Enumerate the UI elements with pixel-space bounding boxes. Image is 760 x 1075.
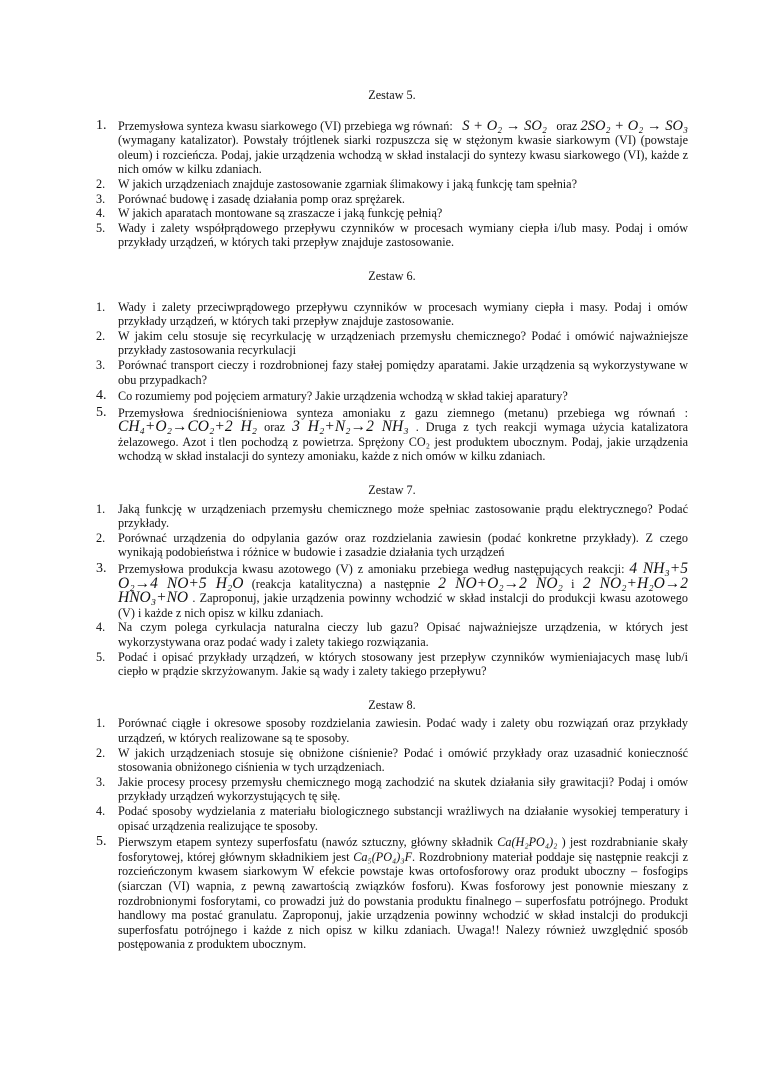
question-number: 1. <box>96 716 106 731</box>
question-item <box>96 406 688 464</box>
question-text: Przemysłowa produkcja kwasu azotowego (V) z amoniaku przebiega według następujących reakcji: <box>118 562 625 577</box>
question-text: . Druga z tych reakcji wymaga użycia katalizatora żelazowego. Azot i tlen pochodzą z powietrza. Sprężony CO₂ jest produktem ubocznym. Podaj, jakie urządzenia wchodzą w skład instalacji do syntezy amoniaku, każde z nich omów w kilku zdaniach. <box>118 420 689 464</box>
question-text: W jakim celu stosuje się recyrkulację w urządzeniach przemysłu chemicznego? Podać i omówić najważniejsze przykłady zastosowania recyrkulacji <box>118 328 688 358</box>
equation: 4 NH₃+5 O₂→4 NO+5 H₂O <box>118 560 688 592</box>
question-item <box>96 746 688 775</box>
equation: 2 NO₂+H₂O→2 HNO₃+NO <box>118 574 689 607</box>
question-number: 5. <box>96 220 106 235</box>
question-number: 5. <box>96 404 107 420</box>
equation: CH₄+O₂→CO₂+2 H₂ <box>118 418 258 436</box>
question-item <box>96 177 688 192</box>
question-item <box>96 192 688 207</box>
question-text: (reakcja katalityczna) a następnie <box>251 576 431 591</box>
question-item <box>96 620 688 649</box>
question-text: Na czym polega cyrkulacja naturalna cieczy lub gazu? Opisać najważniejsze urządzenia, w których jest wykorzystywana oraz podać wady i zalety takiego rozwiązania. <box>118 620 688 649</box>
question-list-zestaw-6 <box>96 300 688 465</box>
question-item <box>96 835 688 952</box>
question-item <box>96 221 688 250</box>
question-number: 2. <box>96 530 106 545</box>
question-item <box>96 502 688 531</box>
question-text: Porównać urządzenia do odpylania gazów oraz rozdzielania zawiesin (podać konkretne przykłady). Z czego wynikają podobieństwa i różnice w budowie i zasadzie działania tych urządzeń <box>118 530 688 560</box>
question-text: Jaką funkcję w urządzeniach przemysłu chemicznego może spełniac zastosowanie prądu elektrycznego? Podać przykłady. <box>118 501 688 531</box>
formula: Ca₅(PO₄)₃F <box>353 849 413 864</box>
question-number: 3. <box>96 561 107 577</box>
question-item <box>96 650 688 679</box>
question-text: . Rozdrobniony materiał poddaje się następnie reakcji z rozcieńczonym kwasem siarkowym W efekcie powstaje kwas ortofosforowy oraz produkt uboczny – fosfogips (siarczan (VI) wapnia, z pewną zawartością związków fosforu). Kwas fosforowy jest ponownie mieszany z rozdrobnionymi fosforytami, co prowadzi już do powstania produktu finalnego – superfosfatu potrójnego. Produkt handlowy ma postać granulatu. Zaproponuj, jakie urządzenia powinny wchodzić w skład instalcji do produkcji superfosfatu potrójnego i każde z nich opisz w kilku zdaniach. Uwaga!! Nalezy również uwzględnić sposób postępowania z produktem ubocznym. <box>118 849 689 952</box>
question-number: 4. <box>96 206 106 221</box>
question-number: 2. <box>96 176 106 191</box>
question-item <box>96 804 688 833</box>
section-title-zestaw-5: Zestaw 5. <box>368 88 416 102</box>
question-item <box>96 329 688 358</box>
question-text: W jakich urządzeniach stosuje się obniżone ciśnienie? Podać i omówić przykłady oraz uzasadnić konieczność stosowania obniżonego ciśnienia w tych urządzeniach. <box>118 745 688 775</box>
question-text: Podać sposoby wydzielania z materiału biologicznego substancji wrażliwych na działanie wysokiej temperatury i opisać urządzenia realizujące te sposoby. <box>118 803 688 833</box>
equation: S + O₂ → SO₂ <box>462 117 547 134</box>
question-item <box>96 119 688 177</box>
question-text: Co rozumiemy pod pojęciem armatury? Jakie urządzenia wchodzą w skład takiej aparatury? <box>118 389 568 404</box>
equation: 2 NO+O₂→2 NO₂ <box>438 574 563 592</box>
question-text: Porównać ciągłe i okresowe sposoby rozdzielania zawiesin. Podać wady i zalety obu rozwiązań oraz przykłady urządzeń, w których realizowane są te sposoby. <box>118 716 688 745</box>
question-item <box>96 300 688 329</box>
question-number: 2. <box>96 328 106 343</box>
question-text: oraz <box>556 118 578 133</box>
question-text: Przemysłowa synteza kwasu siarkowego (VI) przebiega wg równań: <box>118 118 453 133</box>
question-text: (wymagany katalizator). Powstały trójtlenek siarki rozpuszcza się w stężonym kwasie siarkowym (VI) (powstaje oleum) i rozcieńcza. Podaj, jakie urządzenia wchodzą w skład instalacji do syntezy kwasu siarkowego (VI), każde z nich omów w kilku zdaniach. <box>118 133 688 177</box>
section-title-zestaw-8: Zestaw 8. <box>368 697 416 712</box>
question-item <box>96 389 688 404</box>
question-list-zestaw-8 <box>96 716 688 952</box>
question-number: 3. <box>96 191 106 206</box>
question-text: Wady i zalety przeciwprądowego przepływu czynników w procesach wymiany ciepła i masy. Podaj i omów przykłady urządzeń, w których taki przepływ znajduje zastosowanie. <box>118 299 688 329</box>
question-number: 2. <box>96 745 106 760</box>
question-item <box>96 775 688 804</box>
question-text: W jakich urządzeniach znajduje zastosowanie zgarniak ślimakowy i jaką funkcję tam spełnia? <box>118 176 577 191</box>
question-number: 5. <box>96 649 106 664</box>
document-content <box>96 88 688 971</box>
question-number: 3. <box>96 774 106 789</box>
question-text: Wady i zalety współprądowego przepływu czynników w procesach wymiany ciepła i/lub masy. Podaj i omów przykłady urządzeń, w których taki przepływ znajduje zastosowanie. <box>118 220 688 250</box>
question-number: 4. <box>96 803 106 818</box>
equation: 3 H₂+N₂→2 NH₃ <box>292 418 409 436</box>
question-item <box>96 358 688 387</box>
question-text: Jakie procesy procesy przemysłu chemicznego mogą zachodzić na skutek działania siły grawitacji? Podaj i omów przykłady urządzeń wykorzystujących tę siłę. <box>118 774 688 804</box>
question-number: 4. <box>96 388 107 404</box>
question-number: 5. <box>96 834 107 850</box>
question-item <box>96 206 688 221</box>
question-text: i <box>571 576 575 591</box>
question-number: 1. <box>96 501 106 516</box>
question-number: 1. <box>96 299 106 314</box>
question-number: 3. <box>96 357 106 372</box>
section-title-zestaw-6: Zestaw 6. <box>368 268 416 283</box>
question-list-zestaw-5 <box>96 119 688 250</box>
question-number: 4. <box>96 620 106 635</box>
question-number: 1. <box>96 117 107 133</box>
equation: 2SO₂ + O₂ → SO₃ <box>580 117 688 134</box>
question-text: W jakich aparatach montowane są zraszacze i jaką funkcję pełnią? <box>118 206 443 221</box>
question-text: Podać i opisać przykłady urządzeń, w których stosowany jest przepływ czynników wymieniajacych masę lub/i ciepło w prądzie skrzyżowanym. Jakie są wady i zalety takiego przepływu? <box>118 649 688 679</box>
question-text: ) jest rozdrabnianie skały fosforytowej, której głównym składnikiem jest <box>118 835 688 864</box>
question-item <box>96 562 688 620</box>
question-list-zestaw-7 <box>96 502 688 679</box>
question-text: Przemysłowa średniociśnieniowa synteza amoniaku z gazu ziemnego (metanu) przebiega wg równań : <box>118 405 688 420</box>
question-text: Porównać transport cieczy i rozdrobnionej fazy stałej pomiędzy aparatami. Jakie urządzenia są wykorzystywane w obu przypadkach? <box>118 357 688 387</box>
question-item <box>96 716 688 745</box>
section-title-zestaw-7: Zestaw 7. <box>368 483 416 498</box>
question-item <box>96 531 688 560</box>
question-text: Pierwszym etapem syntezy superfosfatu (nawóz sztuczny, główny składnik <box>118 835 494 850</box>
question-text: oraz <box>264 420 286 435</box>
question-text: Porównać budowę i zasadę działania pomp oraz sprężarek. <box>118 191 405 206</box>
question-text: . Zaproponuj, jakie urządzenia powinny wchodzić w skład instalcji do produkcji kwasu azotowego (V) i każde z nich opisz w kilku zdaniach. <box>118 591 688 620</box>
formula: Ca(H₂PO₄)₂ <box>497 835 558 850</box>
